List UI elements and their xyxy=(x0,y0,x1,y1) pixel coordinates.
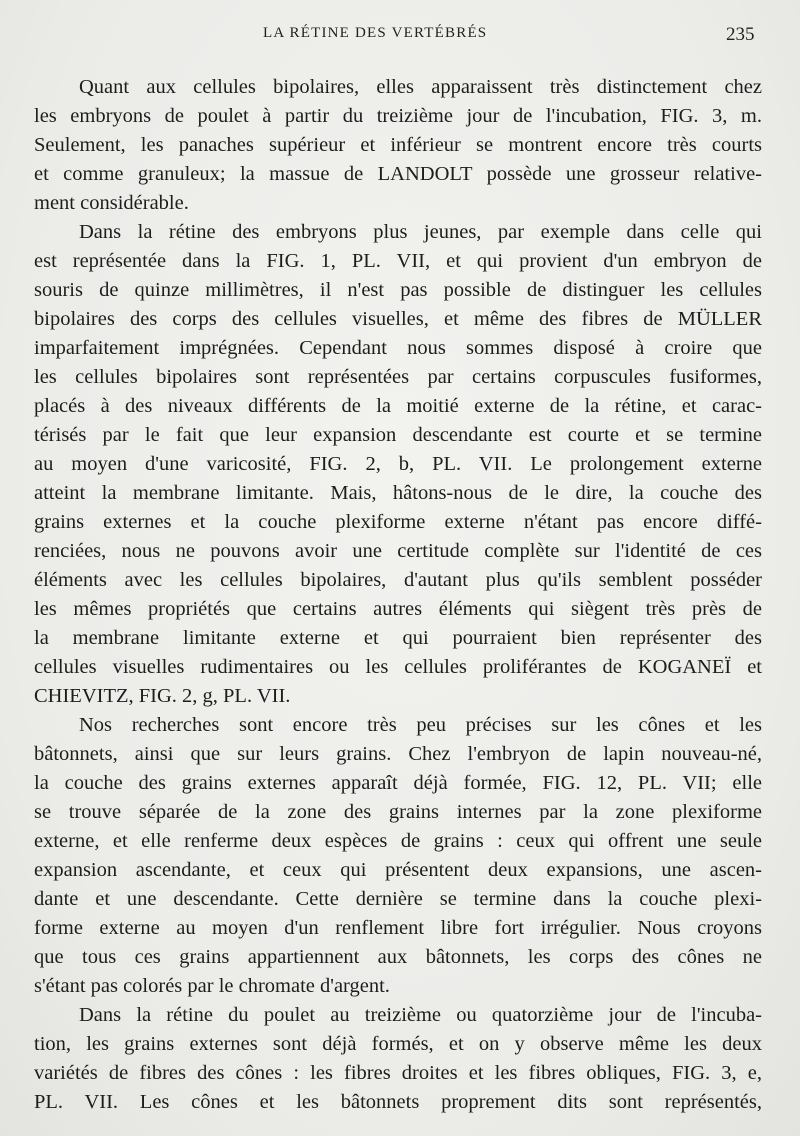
paragraph-embryons-jeunes xyxy=(34,218,762,711)
text-line: Quant aux cellules bipolaires, elles apparaissent très distinctement chez xyxy=(79,76,762,98)
text-line: térisés par le fait que leur expansion descendante est courte et se termine xyxy=(34,424,762,446)
text-line: et comme granuleux; la massue de LANDOLT possède une grosseur relative- xyxy=(34,163,762,185)
text-line: les mêmes propriétés que certains autres éléments qui siègent très près de xyxy=(34,598,762,620)
text-line: souris de quinze millimètres, il n'est pas possible de distinguer les cellules xyxy=(34,279,762,301)
text-line: bipolaires des corps des cellules visuelles, et même des fibres de MÜLLER xyxy=(34,308,762,330)
text-line: externe, et elle renferme deux espèces de grains : ceux qui offrent une seule xyxy=(34,830,762,852)
text-line: les cellules bipolaires sont représentées par certains corpuscules fusiformes, xyxy=(34,366,762,388)
text-line: imparfaitement imprégnées. Cependant nous sommes disposé à croire que xyxy=(34,337,762,359)
paragraph-cones-batonnets xyxy=(34,711,762,1001)
paragraph-retine-poulet xyxy=(34,1001,762,1117)
text-line: PL. VII. Les cônes et les bâtonnets proprement dits sont représentés, xyxy=(34,1091,762,1113)
text-line: atteint la membrane limitante. Mais, hâtons-nous de le dire, la couche des xyxy=(34,482,762,504)
page-number: 235 xyxy=(726,24,755,45)
text-line: Seulement, les panaches supérieur et inférieur se montrent encore très courts xyxy=(34,134,762,156)
text-line: ment considérable. xyxy=(34,192,189,214)
text-line: Nos recherches sont encore très peu précises sur les cônes et les xyxy=(79,714,762,736)
text-line: s'étant pas colorés par le chromate d'argent. xyxy=(34,975,390,997)
text-line: la membrane limitante externe et qui pourraient bien représenter des xyxy=(34,627,762,649)
text-line: forme externe au moyen d'un renflement libre fort irrégulier. Nous croyons xyxy=(34,917,762,939)
text-line: grains externes et la couche plexiforme externe n'étant pas encore diffé- xyxy=(34,511,762,533)
text-line: se trouve séparée de la zone des grains internes par la zone plexiforme xyxy=(34,801,762,823)
text-line: cellules visuelles rudimentaires ou les cellules proliférantes de KOGANEÏ et xyxy=(34,656,762,678)
text-line: dante et une descendante. Cette dernière se termine dans la couche plexi- xyxy=(34,888,762,910)
page-header xyxy=(0,22,800,52)
text-line: CHIEVITZ, FIG. 2, g, PL. VII. xyxy=(34,685,291,707)
text-line: Dans la rétine des embryons plus jeunes, par exemple dans celle qui xyxy=(79,221,762,243)
text-line: variétés de fibres des cônes : les fibres droites et les fibres obliques, FIG. 3, e, xyxy=(34,1062,762,1084)
running-title: LA RÉTINE DES VERTÉBRÉS xyxy=(263,25,488,41)
text-line: au moyen d'une varicosité, FIG. 2, b, PL. VII. Le prolongement externe xyxy=(34,453,762,475)
text-line: que tous ces grains appartiennent aux bâtonnets, les corps des cônes ne xyxy=(34,946,762,968)
text-line: la couche des grains externes apparaît déjà formée, FIG. 12, PL. VII; elle xyxy=(34,772,762,794)
text-line: Dans la rétine du poulet au treizième ou quatorzième jour de l'incuba- xyxy=(79,1004,762,1026)
text-line: expansion ascendante, et ceux qui présentent deux expansions, une ascen- xyxy=(34,859,762,881)
text-line: éléments avec les cellules bipolaires, d'autant plus qu'ils semblent posséder xyxy=(34,569,762,591)
text-line: est représentée dans la FIG. 1, PL. VII, et qui provient d'un embryon de xyxy=(34,250,762,272)
body-text xyxy=(34,73,762,1117)
text-line: renciées, nous ne pouvons avoir une certitude complète sur l'identité de ces xyxy=(34,540,762,562)
text-line: tion, les grains externes sont déjà formés, et on y observe même les deux xyxy=(34,1033,762,1055)
text-line: les embryons de poulet à partir du treizième jour de l'incubation, FIG. 3, m. xyxy=(34,105,762,127)
text-line: bâtonnets, ainsi que sur leurs grains. Chez l'embryon de lapin nouveau-né, xyxy=(34,743,762,765)
text-line: placés à des niveaux différents de la moitié externe de la rétine, et carac- xyxy=(34,395,762,417)
paragraph-cellules-bipolaires xyxy=(34,73,762,218)
